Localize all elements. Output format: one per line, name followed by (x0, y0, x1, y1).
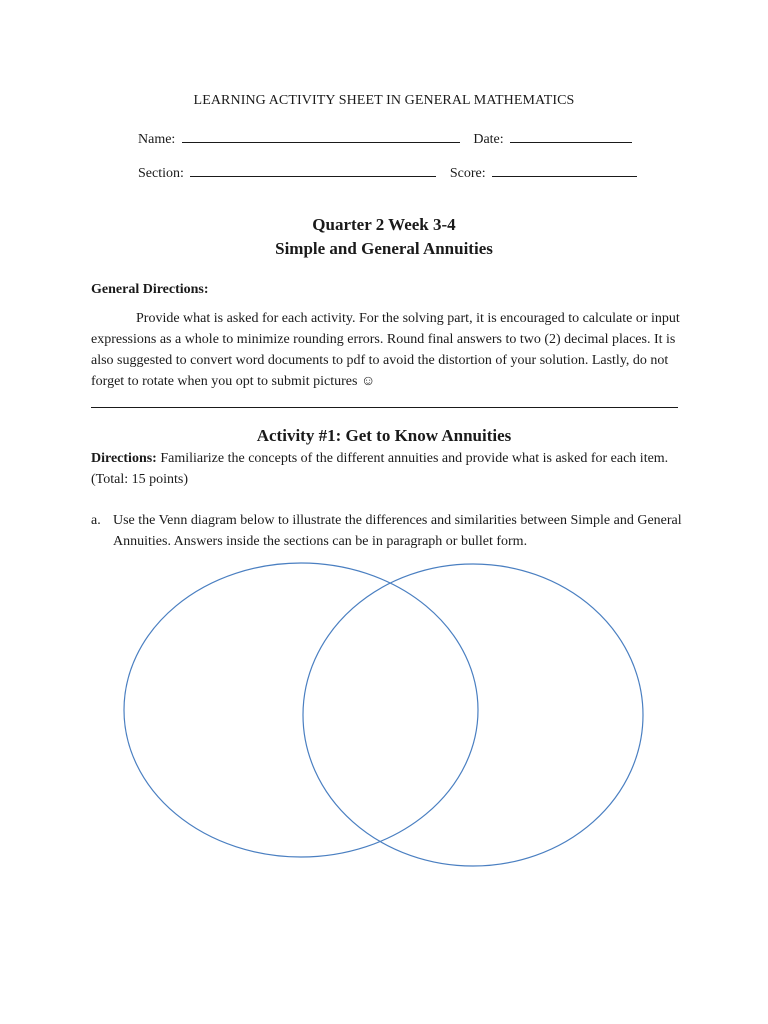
general-directions-heading: General Directions: (91, 282, 209, 297)
activity-directions-label: Directions: (91, 451, 157, 466)
venn-left-circle[interactable] (124, 563, 478, 857)
general-directions-body: Provide what is asked for each activity. For the solving part, it is encouraged to calculate or input expressions as a whole to minimize rounding errors. Round final answers to two (2) decimal places. It is also suggested to convert word documents to pdf to avoid the distortion of your solution. Lastly, do not forget to rotate when you opt to submit pictures ☺ (91, 311, 680, 389)
activity-title: Activity #1: Get to Know Annuities (256, 426, 512, 445)
activity-directions-text: Familiarize the concepts of the different annuities and provide what is asked for each item. (Total: 15 points) (91, 451, 669, 487)
quarter-week-title: Quarter 2 Week 3-4 (312, 215, 456, 234)
item-a-text: Use the Venn diagram below to illustrate the differences and similarities between Simple and General Annuities. Answers inside the sections can be in paragraph or bullet form. (113, 513, 682, 549)
item-a-marker: a. (91, 513, 101, 528)
name-label: Name: (138, 132, 176, 147)
section-label: Section: (138, 166, 184, 181)
date-label: Date: (473, 132, 504, 147)
venn-right-circle[interactable] (303, 564, 643, 866)
topic-title: Simple and General Annuities (275, 239, 493, 258)
score-label: Score: (449, 166, 486, 181)
sheet-title: LEARNING ACTIVITY SHEET IN GENERAL MATHEMATICS (193, 93, 575, 108)
